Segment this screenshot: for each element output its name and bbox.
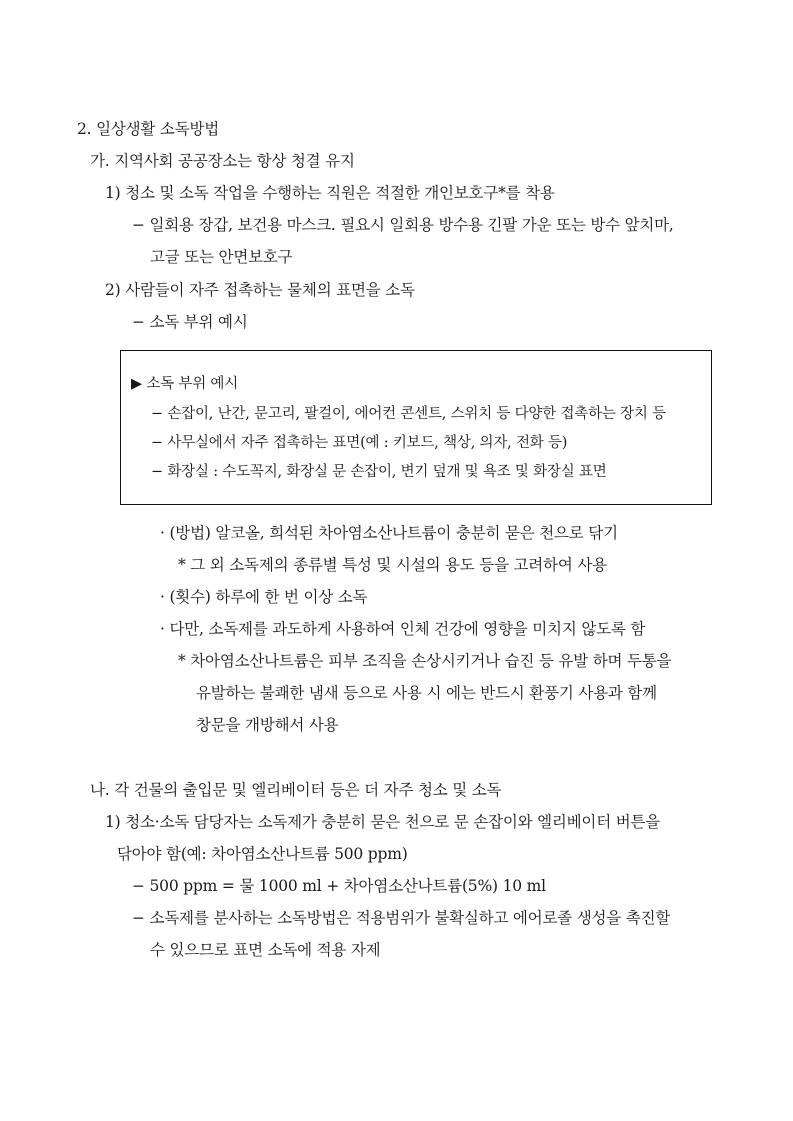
caution-note-line2: 유발하는 불쾌한 냄새 등으로 사용 시 에는 반드시 환풍기 사용과 함께: [196, 684, 657, 702]
na-item1-line1: 1) 청소·소독 담당자는 소독제가 충분히 묻은 천으로 문 손잡이와 엘리베이터 버튼을: [105, 813, 661, 831]
na-dash2-line2: 수 있으므로 표면 소독에 적용 자제: [150, 941, 381, 959]
caution-bullet: · 다만, 소독제를 과도하게 사용하여 인체 건강에 영향을 미치지 않도록 함: [160, 620, 646, 638]
box-line-1: − 손잡이, 난간, 문고리, 팔걸이, 에어컨 콘센트, 스위치 등 다양한 접촉하는 장치 등: [151, 406, 666, 422]
subsection-na-heading: 나. 각 건물의 출입문 및 엘리베이터 등은 더 자주 청소 및 소독: [90, 781, 502, 799]
caution-note-line3: 창문을 개방해서 사용: [196, 716, 339, 734]
caution-note-line1: * 차아염소산나트륨은 피부 조직을 손상시키거나 습진 등 유발 하며 두통을: [178, 652, 672, 670]
na-dash1: − 500 ppm = 물 1000 ml + 차아염소산나트륨(5%) 10 ml: [132, 877, 546, 895]
ga-item2: 2) 사람들이 자주 접촉하는 물체의 표면을 소독: [105, 281, 415, 299]
section-title: 2. 일상생활 소독방법: [77, 120, 220, 138]
method-bullet: · (방법) 알코올, 희석된 차아염소산나트륨이 충분히 묻은 천으로 닦기: [160, 524, 618, 542]
ga-item1: 1) 청소 및 소독 작업을 수행하는 직원은 적절한 개인보호구*를 착용: [105, 184, 555, 202]
subsection-ga-heading: 가. 지역사회 공공장소는 항상 청결 유지: [90, 152, 355, 170]
disinfection-example-box: [120, 350, 712, 505]
ga-item1-dash-line2: 고글 또는 안면보호구: [150, 248, 293, 266]
box-line-3: − 화장실 : 수도꼭지, 화장실 문 손잡이, 변기 덮개 및 욕조 및 화장실 표면: [151, 464, 607, 480]
box-line-2: − 사무실에서 자주 접촉하는 표면(예 : 키보드, 책상, 의자, 전화 등): [151, 435, 568, 451]
method-note: * 그 외 소독제의 종류별 특성 및 시설의 용도 등을 고려하여 사용: [178, 556, 607, 574]
na-dash2-line1: − 소독제를 분사하는 소독방법은 적용범위가 불확실하고 에어로졸 생성을 촉진할: [132, 909, 671, 927]
frequency-bullet: · (횟수) 하루에 한 번 이상 소독: [160, 588, 368, 606]
box-title: ▶ 소독 부위 예시: [131, 376, 239, 392]
na-item1-line2: 닦아야 함(예: 차아염소산나트륨 500 ppm): [117, 845, 408, 863]
ga-item1-dash-line1: − 일회용 장갑, 보건용 마스크. 필요시 일회용 방수용 긴팔 가운 또는 방수 앞치마,: [132, 216, 674, 234]
ga-item2-dash: − 소독 부위 예시: [132, 313, 248, 331]
